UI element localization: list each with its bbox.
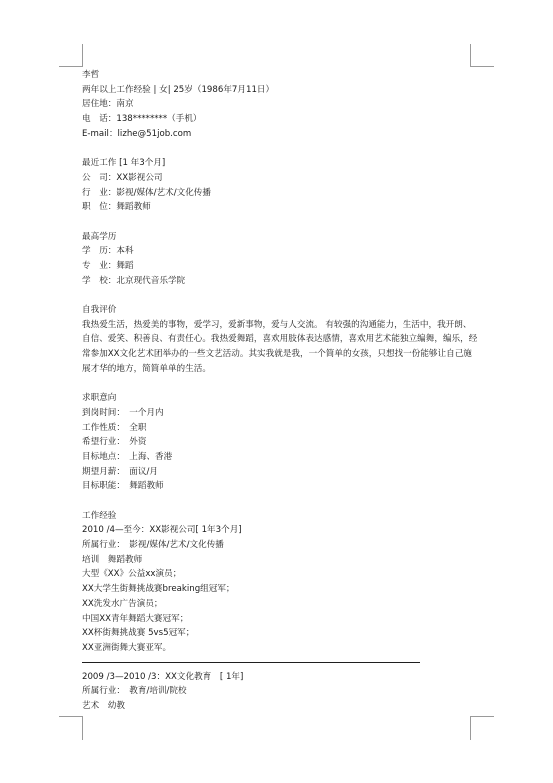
work-experience-section: [82, 509, 482, 714]
candidate-name: 李哲: [82, 70, 100, 80]
work-experience-title: 工作经验: [82, 510, 117, 521]
crop-mark-top-left-vertical: [82, 44, 83, 67]
job1-industry: 所属行业： 影视/媒体/艺术/文化传播: [82, 540, 224, 551]
crop-mark-bottom-right-horizontal: [470, 716, 494, 717]
self-evaluation-text: 我热爱生活，热爱美的事物，爱学习，爱新事物，爱与人交流。 有较强的沟通能力，生活中，我开朗、自信、爱笑、积善良、有责任心。我热爱舞蹈，喜欢用肢体表达感情，喜欢用艺术能独立编舞，编乐，经常参加XX文化艺术团举办的一些文艺活动。其实我就是我，一个简单的女孩，只想找一份能够让自己施展才华的地方，简简单单的生活。: [82, 319, 478, 374]
job1-period: 2010 /4—至今：XX影视公司[ 1年3个月]: [82, 525, 242, 536]
education-major: 专 业：舞蹈: [82, 260, 134, 271]
recent-job-industry: 行 业：影视/媒体/艺术/文化传播: [82, 187, 211, 198]
education-school: 学 校：北京现代音乐学院: [82, 275, 186, 286]
job1-item: 大型《XX》公益xx演员；: [82, 569, 182, 580]
self-evaluation-section: [82, 303, 482, 377]
job2-industry: 所属行业： 教育/培训/院校: [82, 686, 187, 697]
intention-item: 希望行业： 外资: [82, 437, 147, 448]
intention-item: 目标地点： 上海、香港: [82, 451, 173, 462]
education-degree: 学 历：本科: [82, 246, 134, 257]
section-divider: [82, 662, 420, 663]
recent-job-company: 公 司：XX影视公司: [82, 172, 163, 183]
job1-item: XX杯街舞挑战赛 5vs5冠军；: [82, 628, 195, 639]
resume-content: [82, 68, 482, 714]
education-title: 最高学历: [82, 231, 117, 242]
crop-mark-bottom-left-horizontal: [59, 716, 83, 717]
job1-item: XX亚洲街舞大赛亚军。: [82, 642, 172, 653]
header-section: [82, 68, 482, 141]
job1-item: XX洗发水广告演员；: [82, 598, 163, 609]
crop-mark-top-right-vertical: [470, 44, 471, 67]
education-section: [82, 230, 482, 289]
job1-item: 中国XX青年舞蹈大赛冠军；: [82, 613, 189, 624]
job2-period: 2009 /3—2010 /3：XX文化教育 [ 1年]: [82, 671, 244, 682]
crop-mark-top-left-horizontal: [59, 66, 83, 67]
candidate-summary: 两年以上工作经验 | 女| 25岁（1986年7月11日）: [82, 84, 275, 95]
email: E-mail：lizhe@51job.com: [82, 128, 192, 139]
job-intention-section: [82, 391, 482, 494]
intention-item: 目标职能： 舞蹈教师: [82, 481, 164, 492]
job1-item: XX大学生街舞挑战赛breaking组冠军；: [82, 584, 235, 595]
crop-mark-bottom-right-vertical: [470, 716, 471, 740]
phone: 电 话：138********（手机）: [82, 114, 202, 125]
intention-item: 期望月薪： 面议/月: [82, 466, 158, 477]
intention-item: 到岗时间： 一个月内: [82, 407, 164, 418]
recent-job-section: [82, 156, 482, 215]
self-evaluation-title: 自我评价: [82, 305, 117, 315]
recent-job-title: 最近工作 [1 年3个月]: [82, 158, 166, 169]
recent-job-position: 职 位：舞蹈教师: [82, 202, 151, 213]
intention-item: 工作性质： 全职: [82, 422, 147, 433]
residence: 居住地：南京: [82, 99, 134, 110]
crop-mark-bottom-left-vertical: [82, 716, 83, 740]
job2-role: 艺术 幼教: [82, 700, 125, 711]
job1-role: 培训 舞蹈教师: [82, 554, 143, 565]
job-intention-title: 求职意向: [82, 393, 117, 404]
crop-mark-top-right-horizontal: [470, 66, 494, 67]
